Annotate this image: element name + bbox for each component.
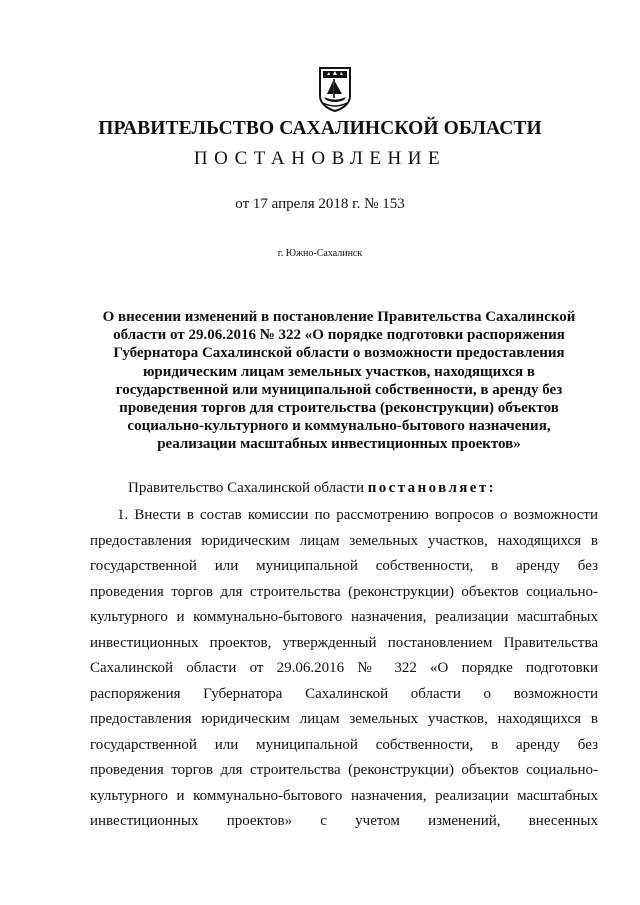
body-line: 1. Внести в состав комиссии по рассмотрению вопросов о возможности — [117, 507, 598, 523]
body-line: государственной или муниципальной собственности, в аренду без — [90, 736, 598, 753]
body-line: инвестиционных проектов, утвержденный постановлением Правительства — [90, 634, 598, 651]
document-date-number: от 17 апреля 2018 г. № 153 — [235, 196, 405, 212]
subject-line: государственной или муниципальной собственности, в аренду без — [115, 381, 563, 398]
subject-line: области от 29.06.2016 № 322 «О порядке подготовки распоряжения — [113, 327, 565, 344]
body-line: проведения торгов для строительства (реконструкции) объектов социально- — [90, 762, 598, 778]
body-line: культурного и коммунально-бытового назначения, реализации масштабных — [90, 787, 598, 804]
document-type: ПОСТАНОВЛЕНИЕ — [193, 148, 447, 169]
subject-line: юридическим лицам земельных участков, находящихся в — [142, 363, 536, 380]
body-line: инвестиционных проектов» с учетом изменений, внесенных — [90, 813, 598, 829]
government-title: ПРАВИТЕЛЬСТВО САХАЛИНСКОЙ ОБЛАСТИ — [98, 118, 542, 139]
sakhalin-coat-of-arms-icon — [318, 66, 352, 112]
body-line: предоставления юридическим лицам земельных участков, находящихся в — [90, 532, 598, 549]
intro-text: Правительство Сахалинской области — [128, 480, 368, 496]
body-line: культурного и коммунально-бытового назначения, реализации масштабных — [90, 609, 598, 625]
body-line: распоряжения Губернатора Сахалинской области о возможности — [90, 685, 598, 702]
decree-body — [90, 503, 598, 835]
subject-line: О внесении изменений в постановление Правительства Сахалинской — [102, 309, 576, 325]
subject-line: Губернатора Сахалинской области о возможности предоставления — [113, 345, 565, 362]
intro-emphasis: постановляет: — [367, 480, 497, 496]
body-line: предоставления юридическим лицам земельных участков, находящихся в — [90, 711, 598, 727]
body-line: государственной или муниципальной собственности, в аренду без — [90, 558, 598, 574]
subject-line: реализации масштабных инвестиционных проектов» — [157, 436, 521, 453]
subject-line: социально-культурного и коммунально-бытового назначения, — [127, 418, 551, 435]
document-subject — [96, 308, 582, 454]
subject-line: проведения торгов для строительства (реконструкции) объектов — [119, 400, 559, 417]
body-line: проведения торгов для строительства (реконструкции) объектов социально- — [90, 583, 598, 600]
decree-intro — [128, 480, 496, 497]
document-place: г. Южно-Сахалинск — [277, 248, 363, 259]
body-line: Сахалинской области от 29.06.2016 № 322 «О порядке подготовки — [90, 660, 598, 676]
